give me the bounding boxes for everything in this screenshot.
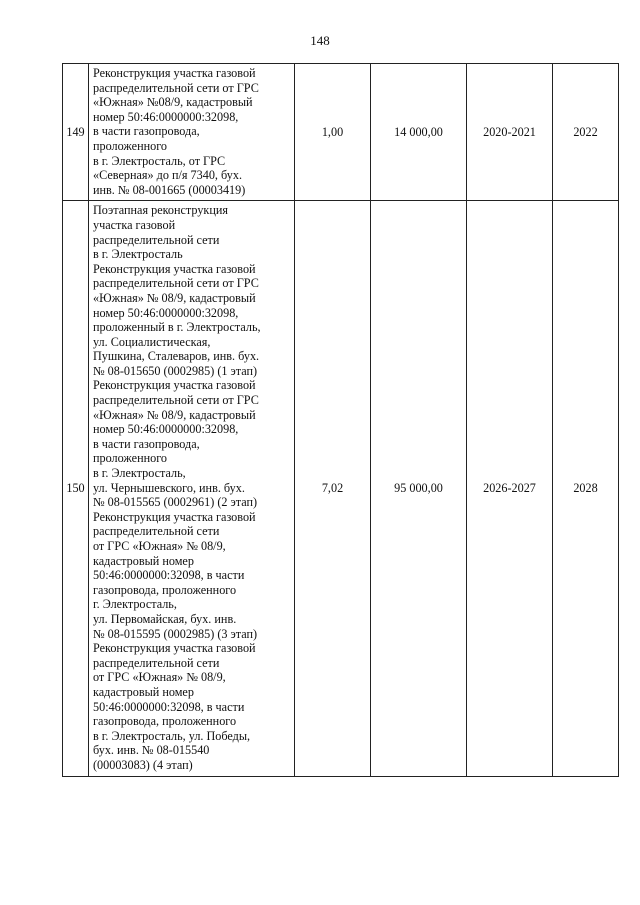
description-line: «Южная» № 08/9, кадастровый (93, 407, 256, 422)
row-year: 2028 (553, 201, 619, 776)
description-line: от ГРС «Южная» № 08/9, (93, 539, 226, 553)
row-number: 150 (63, 201, 89, 776)
description-line: 50:46:0000000:32098, в части (93, 699, 245, 714)
row-description (89, 201, 295, 776)
description-line: газопровода, проложенного (93, 714, 237, 729)
description-line: Реконструкция участка газовой (93, 509, 256, 524)
row-cost: 95 000,00 (371, 201, 467, 776)
description-line: инв. № 08-001665 (00003419) (93, 182, 246, 197)
description-line: проложенный в г. Электросталь, (93, 320, 261, 335)
description-line: распределительной сети (93, 524, 220, 539)
description-line: газопровода, проложенного (93, 582, 237, 597)
description-line: проложенного (93, 451, 168, 466)
table-row (63, 201, 619, 776)
description-line: в части газопровода, (93, 436, 200, 451)
description-line: в г. Электросталь (93, 247, 183, 262)
row-number: 149 (63, 64, 89, 201)
row-period: 2020-2021 (467, 64, 553, 201)
description-line: Реконструкция участка газовой (93, 641, 256, 656)
description-line: г. Электросталь, (93, 597, 177, 612)
description-line: кадастровый номер (93, 684, 194, 699)
description-line: № 08-015595 (0002985) (3 этап) (93, 626, 258, 641)
description-line: участка газовой (93, 217, 176, 232)
description-line: бух. инв. № 08-015540 (93, 743, 210, 758)
description-line: № 08-015565 (0002961) (2 этап) (93, 495, 258, 510)
description-line: в г. Электросталь, от ГРС (93, 153, 226, 168)
description-line: «Южная» №08/9, кадастровый (93, 95, 253, 110)
description-line: в г. Электросталь, (93, 466, 186, 481)
description-line: ул. Первомайская, бух. инв. (93, 611, 237, 626)
description-line: номер 50:46:0000000:32098, (93, 109, 239, 124)
description-line: Поэтапная реконструкция (93, 203, 229, 218)
row-year: 2022 (553, 64, 619, 201)
description-line: ул. Социалистическая, (93, 334, 211, 349)
description-line: кадастровый номер (93, 553, 194, 568)
description-line: распределительной сети от ГРС (93, 276, 259, 291)
description-line: номер 50:46:0000000:32098, (93, 422, 239, 437)
description-line: распределительной сети (93, 232, 220, 247)
description-line: распределительной сети от ГРС (93, 80, 259, 95)
row-length: 7,02 (295, 201, 371, 776)
description-line: распределительной сети (93, 655, 220, 670)
table-row (63, 64, 619, 201)
description-line: от ГРС «Южная» № 08/9, (93, 670, 226, 685)
description-line: № 08-015650 (0002985) (1 этап) (93, 363, 258, 378)
row-description (89, 64, 295, 201)
description-line: (00003083) (4 этап) (93, 757, 193, 772)
row-cost: 14 000,00 (371, 64, 467, 201)
data-table (62, 63, 619, 777)
description-line: Реконструкция участка газовой (93, 261, 256, 276)
description-line: 50:46:0000000:32098, в части (93, 568, 245, 583)
page-number: 148 (310, 33, 330, 48)
description-line: «Южная» № 08/9, кадастровый (93, 290, 256, 305)
row-period: 2026-2027 (467, 201, 553, 776)
description-line: в г. Электросталь, ул. Победы, (93, 728, 251, 743)
description-line: проложенного (93, 138, 168, 153)
description-line: «Северная» до п/я 7340, бух. (93, 168, 242, 183)
row-length: 1,00 (295, 64, 371, 201)
description-line: номер 50:46:0000000:32098, (93, 305, 239, 320)
description-line: в части газопровода, (93, 124, 200, 139)
description-line: Пушкина, Сталеваров, инв. бух. (93, 349, 260, 364)
description-line: Реконструкция участка газовой (93, 378, 256, 393)
description-line: ул. Чернышевского, инв. бух. (93, 480, 245, 495)
description-line: распределительной сети от ГРС (93, 393, 259, 408)
description-line: Реконструкция участка газовой (93, 66, 256, 80)
